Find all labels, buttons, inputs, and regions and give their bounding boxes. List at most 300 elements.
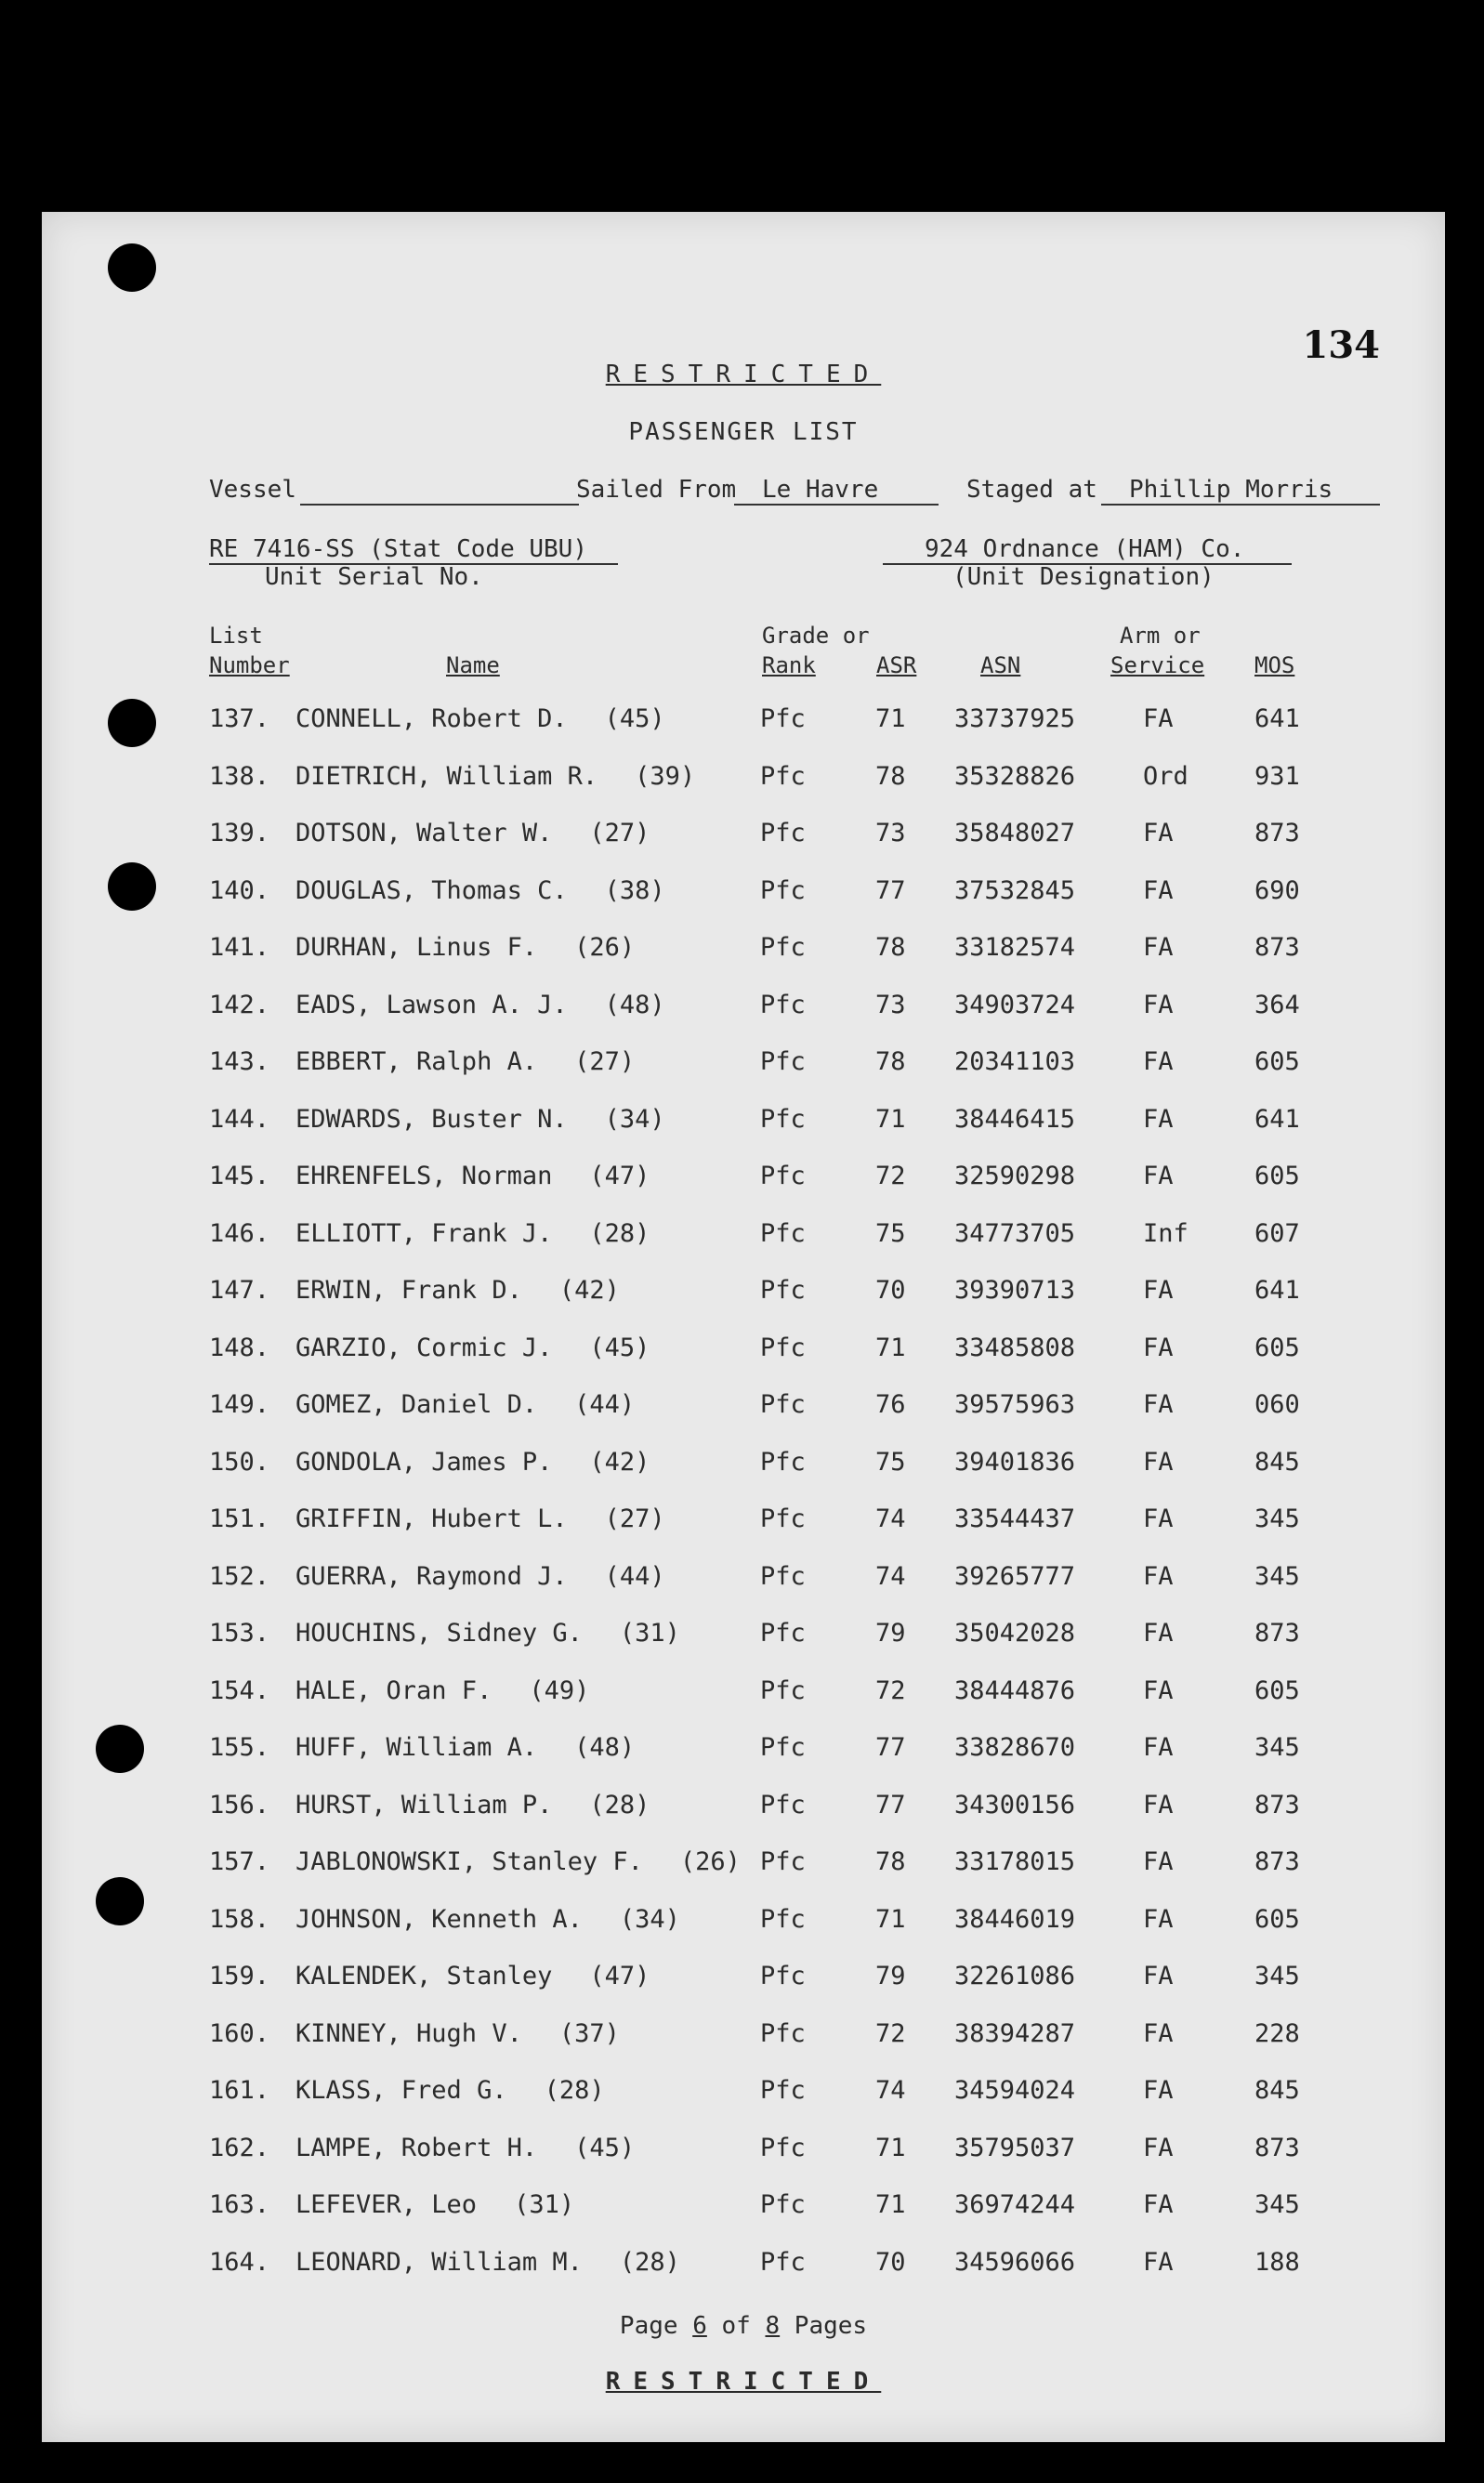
col-asn: ASN [980, 652, 1021, 678]
asn-cell: 39390713 [954, 1276, 1076, 1305]
mos-cell: 605 [1254, 1333, 1300, 1362]
asr-cell: 70 [875, 2247, 906, 2277]
restricted-footer: RESTRICTED [605, 2368, 882, 2396]
mos-cell: 188 [1254, 2247, 1300, 2277]
asn-cell: 33178015 [954, 1847, 1076, 1876]
name-cell [295, 1047, 635, 1076]
age-text: (27) [604, 1504, 665, 1533]
arm-cell: FA [1143, 1333, 1174, 1362]
table-row [42, 2134, 1445, 2190]
asn-cell: 32590298 [954, 1162, 1076, 1190]
table-row [42, 1333, 1445, 1390]
age-text: (38) [604, 875, 665, 905]
mos-cell: 873 [1254, 2133, 1300, 2162]
asn-cell: 33485808 [954, 1333, 1076, 1362]
asn-cell: 39401836 [954, 1447, 1076, 1477]
arm-cell: FA [1143, 1733, 1174, 1762]
age-text: (28) [619, 2247, 680, 2277]
name-cell [295, 933, 635, 962]
grade-cell: Pfc [760, 2076, 806, 2105]
asr-cell: 72 [875, 1675, 906, 1705]
arm-cell: FA [1143, 819, 1174, 847]
col-grade-line2: Rank [762, 652, 816, 678]
col-grade [762, 621, 870, 680]
table-row [42, 1162, 1445, 1218]
asr-cell: 74 [875, 2076, 906, 2105]
arm-cell: FA [1143, 1047, 1174, 1076]
grade-cell: Pfc [760, 1675, 806, 1705]
table-row [42, 991, 1445, 1047]
name-text: GARZIO, Cormic J. [295, 1333, 553, 1362]
name-text: HOUCHINS, Sidney G. [295, 1619, 583, 1648]
arm-cell: FA [1143, 2190, 1174, 2219]
name-text: GUERRA, Raymond J. [295, 1561, 568, 1591]
asn-cell: 33828670 [954, 1733, 1076, 1762]
grade-cell: Pfc [760, 875, 806, 905]
list-number-cell: 156. [209, 1790, 270, 1820]
mos-cell: 873 [1254, 1847, 1300, 1876]
name-cell [295, 1847, 741, 1876]
age-text: (45) [574, 2133, 636, 2162]
asr-cell: 77 [875, 875, 906, 905]
col-name: Name [446, 652, 500, 678]
table-row [42, 1047, 1445, 1104]
asn-cell: 38446019 [954, 1904, 1076, 1934]
mos-cell: 605 [1254, 1162, 1300, 1190]
mos-cell: 690 [1254, 875, 1300, 905]
asr-cell: 77 [875, 1790, 906, 1820]
arm-cell: FA [1143, 933, 1174, 962]
vessel-underline [300, 504, 579, 506]
name-text: CONNELL, Robert D. [295, 704, 568, 733]
name-cell [295, 1333, 650, 1362]
mos-cell: 345 [1254, 1504, 1300, 1533]
table-row [42, 1733, 1445, 1790]
name-cell [295, 876, 665, 905]
list-number-cell: 154. [209, 1675, 270, 1705]
asn-cell: 38446415 [954, 1104, 1076, 1134]
name-cell [295, 1276, 620, 1305]
col-mos: MOS [1254, 652, 1295, 678]
asn-cell: 36974244 [954, 2190, 1076, 2219]
name-cell [295, 1219, 650, 1248]
name-text: HALE, Oran F. [295, 1675, 492, 1705]
page-count-current: 6 [692, 2312, 707, 2340]
table-row [42, 1619, 1445, 1675]
punch-hole [108, 699, 156, 747]
mos-cell: 345 [1254, 1733, 1300, 1762]
age-text: (47) [589, 1162, 650, 1190]
name-cell [295, 1504, 665, 1533]
asr-cell: 75 [875, 1218, 906, 1248]
name-text: ERWIN, Frank D. [295, 1276, 522, 1305]
age-text: (31) [514, 2190, 575, 2219]
asn-cell: 34596066 [954, 2247, 1076, 2277]
mos-cell: 605 [1254, 1047, 1300, 1076]
asr-cell: 74 [875, 1561, 906, 1591]
mos-cell: 641 [1254, 1276, 1300, 1305]
mos-cell: 845 [1254, 2076, 1300, 2105]
table-row [42, 1105, 1445, 1162]
grade-cell: Pfc [760, 761, 806, 791]
age-text: (34) [604, 1104, 665, 1134]
arm-cell: FA [1143, 1390, 1174, 1419]
age-text: (39) [635, 761, 696, 791]
age-text: (31) [619, 1619, 680, 1648]
arm-cell: FA [1143, 1504, 1174, 1533]
sailed-from-value: Le Havre [762, 476, 879, 504]
age-text: (28) [589, 1218, 650, 1248]
arm-cell: FA [1143, 1561, 1174, 1591]
table-row [42, 2190, 1445, 2247]
unit-serial-label: Unit Serial No. [265, 563, 483, 591]
grade-cell: Pfc [760, 1276, 806, 1305]
arm-cell: FA [1143, 1675, 1174, 1705]
list-number-cell: 144. [209, 1104, 270, 1134]
table-row [42, 1791, 1445, 1847]
age-text: (34) [619, 1904, 680, 1934]
name-text: GONDOLA, James P. [295, 1447, 553, 1477]
grade-cell: Pfc [760, 1104, 806, 1134]
grade-cell: Pfc [760, 1333, 806, 1362]
name-text: KINNEY, Hugh V. [295, 2018, 522, 2048]
asr-cell: 71 [875, 1904, 906, 1934]
asn-cell: 34903724 [954, 990, 1076, 1019]
name-text: DOUGLAS, Thomas C. [295, 875, 568, 905]
col-asr: ASR [876, 652, 917, 678]
vessel-label: Vessel [209, 476, 296, 504]
asr-cell: 79 [875, 1962, 906, 1990]
asn-cell: 35328826 [954, 761, 1076, 791]
arm-cell: FA [1143, 2247, 1174, 2277]
punch-hole [96, 1877, 144, 1925]
age-text: (45) [589, 1333, 650, 1362]
mos-cell: 605 [1254, 1904, 1300, 1934]
grade-cell: Pfc [760, 2018, 806, 2048]
list-number-cell: 155. [209, 1733, 270, 1762]
mos-cell: 345 [1254, 1561, 1300, 1591]
staged-at-underline [1101, 504, 1380, 506]
arm-cell: FA [1143, 2133, 1174, 2162]
list-number-cell: 137. [209, 704, 270, 733]
asr-cell: 73 [875, 819, 906, 847]
asr-cell: 71 [875, 2190, 906, 2219]
mos-cell: 873 [1254, 1790, 1300, 1820]
arm-cell: FA [1143, 1162, 1174, 1190]
punch-hole [108, 243, 156, 292]
name-text: KLASS, Fred G. [295, 2076, 507, 2105]
arm-cell: Inf [1143, 1218, 1189, 1248]
name-text: HUFF, William A. [295, 1733, 538, 1762]
asr-cell: 71 [875, 704, 906, 733]
name-cell [295, 2248, 680, 2277]
arm-cell: FA [1143, 2018, 1174, 2048]
mos-cell: 873 [1254, 819, 1300, 847]
name-cell [295, 1905, 680, 1934]
asr-cell: 77 [875, 1733, 906, 1762]
col-list-number-line1: List [209, 623, 263, 649]
asr-cell: 78 [875, 1047, 906, 1076]
list-number-cell: 142. [209, 990, 270, 1019]
mos-cell: 845 [1254, 1447, 1300, 1477]
col-list-number [209, 621, 290, 680]
page-number: 134 [1302, 323, 1380, 367]
list-number-cell: 141. [209, 933, 270, 962]
list-number-cell: 146. [209, 1218, 270, 1248]
name-text: EHRENFELS, Norman [295, 1162, 553, 1190]
asr-cell: 70 [875, 1276, 906, 1305]
table-row [42, 1676, 1445, 1733]
age-text: (26) [679, 1847, 741, 1876]
age-text: (48) [604, 990, 665, 1019]
table-row [42, 2019, 1445, 2076]
asn-cell: 38394287 [954, 2018, 1076, 2048]
mos-cell: 345 [1254, 1962, 1300, 1990]
asr-cell: 74 [875, 1504, 906, 1533]
grade-cell: Pfc [760, 819, 806, 847]
col-arm-line2: Service [1110, 652, 1205, 678]
grade-cell: Pfc [760, 2190, 806, 2219]
name-text: GOMEZ, Daniel D. [295, 1390, 538, 1419]
arm-cell: FA [1143, 875, 1174, 905]
age-text: (28) [544, 2076, 605, 2105]
arm-cell: FA [1143, 990, 1174, 1019]
age-text: (37) [558, 2018, 620, 2048]
list-number-cell: 139. [209, 819, 270, 847]
asr-cell: 72 [875, 1162, 906, 1190]
asr-cell: 71 [875, 2133, 906, 2162]
unit-serial-value: RE 7416-SS (Stat Code UBU) [209, 535, 587, 563]
age-text: (27) [589, 819, 650, 847]
col-arm-line1: Arm or [1120, 623, 1201, 649]
table-row [42, 1276, 1445, 1333]
arm-cell: FA [1143, 1619, 1174, 1648]
page-count-suffix: Pages [794, 2312, 868, 2340]
list-number-cell: 151. [209, 1504, 270, 1533]
name-text: DIETRICH, William R. [295, 761, 598, 791]
list-number-cell: 147. [209, 1276, 270, 1305]
sailed-from-underline [734, 504, 939, 506]
grade-cell: Pfc [760, 1504, 806, 1533]
mos-cell: 605 [1254, 1675, 1300, 1705]
list-number-cell: 163. [209, 2190, 270, 2219]
age-text: (42) [589, 1447, 650, 1477]
name-text: EDWARDS, Buster N. [295, 1104, 568, 1134]
asr-cell: 78 [875, 761, 906, 791]
name-cell [295, 1390, 635, 1419]
list-number-cell: 159. [209, 1962, 270, 1990]
table-row [42, 762, 1445, 819]
name-text: JOHNSON, Kenneth A. [295, 1904, 583, 1934]
asn-cell: 35042028 [954, 1619, 1076, 1648]
mos-cell: 641 [1254, 1104, 1300, 1134]
mos-cell: 607 [1254, 1218, 1300, 1248]
grade-cell: Pfc [760, 2133, 806, 2162]
grade-cell: Pfc [760, 1561, 806, 1591]
age-text: (49) [529, 1675, 590, 1705]
asr-cell: 73 [875, 990, 906, 1019]
name-cell [295, 2019, 620, 2048]
restricted-header: RESTRICTED [605, 361, 882, 388]
arm-cell: FA [1143, 1847, 1174, 1876]
age-text: (27) [574, 1047, 636, 1076]
name-cell [295, 2076, 605, 2105]
list-number-cell: 149. [209, 1390, 270, 1419]
grade-cell: Pfc [760, 704, 806, 733]
asn-cell: 39575963 [954, 1390, 1076, 1419]
name-cell [295, 991, 665, 1019]
asn-cell: 37532845 [954, 875, 1076, 905]
name-cell [295, 1619, 680, 1648]
asr-cell: 78 [875, 1847, 906, 1876]
table-row [42, 1962, 1445, 2018]
name-text: EADS, Lawson A. J. [295, 990, 568, 1019]
table-row [42, 1219, 1445, 1276]
name-text: LEONARD, William M. [295, 2247, 583, 2277]
list-number-cell: 152. [209, 1561, 270, 1591]
sailed-from-label: Sailed From [576, 476, 737, 504]
mos-cell: 228 [1254, 2018, 1300, 2048]
list-number-cell: 150. [209, 1447, 270, 1477]
name-cell [295, 1676, 589, 1705]
name-cell [295, 1448, 650, 1477]
asr-cell: 79 [875, 1619, 906, 1648]
list-number-cell: 143. [209, 1047, 270, 1076]
document-page [42, 212, 1445, 2442]
name-text: JABLONOWSKI, Stanley F. [295, 1847, 643, 1876]
table-row [42, 2248, 1445, 2305]
name-text: KALENDEK, Stanley [295, 1962, 553, 1990]
table-row [42, 1390, 1445, 1447]
list-number-cell: 164. [209, 2247, 270, 2277]
col-arm [1110, 621, 1204, 680]
col-grade-line1: Grade or [762, 623, 870, 649]
asn-cell: 39265777 [954, 1561, 1076, 1591]
grade-cell: Pfc [760, 1904, 806, 1934]
mos-cell: 641 [1254, 704, 1300, 733]
name-cell [295, 1733, 635, 1762]
asn-cell: 35795037 [954, 2133, 1076, 2162]
asr-cell: 72 [875, 2018, 906, 2048]
grade-cell: Pfc [760, 1790, 806, 1820]
asn-cell: 34300156 [954, 1790, 1076, 1820]
grade-cell: Pfc [760, 1619, 806, 1648]
age-text: (26) [574, 933, 636, 962]
grade-cell: Pfc [760, 1218, 806, 1248]
table-row [42, 1905, 1445, 1962]
mos-cell: 364 [1254, 990, 1300, 1019]
grade-cell: Pfc [760, 1847, 806, 1876]
name-cell [295, 1162, 650, 1190]
page-count [42, 2312, 1445, 2340]
unit-designation-value: 924 Ordnance (HAM) Co. [925, 535, 1245, 563]
asn-cell: 38444876 [954, 1675, 1076, 1705]
asr-cell: 71 [875, 1104, 906, 1134]
staged-at-label: Staged at [966, 476, 1097, 504]
table-row [42, 2076, 1445, 2133]
table-row [42, 1448, 1445, 1504]
asn-cell: 33182574 [954, 933, 1076, 962]
arm-cell: FA [1143, 1962, 1174, 1990]
mos-cell: 873 [1254, 1619, 1300, 1648]
arm-cell: FA [1143, 1104, 1174, 1134]
list-number-cell: 158. [209, 1904, 270, 1934]
unit-designation-label: (Unit Designation) [952, 563, 1215, 591]
asr-cell: 76 [875, 1390, 906, 1419]
grade-cell: Pfc [760, 990, 806, 1019]
name-text: DURHAN, Linus F. [295, 933, 538, 962]
list-number-cell: 160. [209, 2018, 270, 2048]
staged-at-value: Phillip Morris [1129, 476, 1333, 504]
name-cell [295, 2190, 574, 2219]
name-cell [295, 1105, 665, 1134]
page-count-total: 8 [765, 2312, 781, 2340]
mos-cell: 345 [1254, 2190, 1300, 2219]
grade-cell: Pfc [760, 1733, 806, 1762]
punch-hole [96, 1725, 144, 1773]
list-number-cell: 145. [209, 1162, 270, 1190]
asr-cell: 75 [875, 1447, 906, 1477]
age-text: (28) [589, 1790, 650, 1820]
col-list-number-line2: Number [209, 652, 290, 678]
name-cell [295, 1962, 650, 1990]
name-cell [295, 1791, 650, 1820]
name-text: EBBERT, Ralph A. [295, 1047, 538, 1076]
asn-cell: 33737925 [954, 704, 1076, 733]
name-cell [295, 2134, 635, 2162]
list-number-cell: 157. [209, 1847, 270, 1876]
name-cell [295, 819, 650, 847]
grade-cell: Pfc [760, 933, 806, 962]
name-text: LAMPE, Robert H. [295, 2133, 538, 2162]
table-row [42, 704, 1445, 761]
arm-cell: FA [1143, 1447, 1174, 1477]
grade-cell: Pfc [760, 1162, 806, 1190]
asn-cell: 20341103 [954, 1047, 1076, 1076]
age-text: (47) [589, 1962, 650, 1990]
name-cell [295, 1562, 665, 1591]
grade-cell: Pfc [760, 1447, 806, 1477]
age-text: (44) [574, 1390, 636, 1419]
name-cell [295, 704, 665, 733]
name-cell [295, 762, 695, 791]
table-row [42, 933, 1445, 990]
list-number-cell: 161. [209, 2076, 270, 2105]
age-text: (48) [574, 1733, 636, 1762]
mos-cell: 931 [1254, 761, 1300, 791]
asr-cell: 71 [875, 1333, 906, 1362]
name-text: LEFEVER, Leo [295, 2190, 478, 2219]
arm-cell: FA [1143, 1790, 1174, 1820]
arm-cell: FA [1143, 2076, 1174, 2105]
age-text: (45) [604, 704, 665, 733]
grade-cell: Pfc [760, 2247, 806, 2277]
table-row [42, 819, 1445, 875]
arm-cell: Ord [1143, 761, 1189, 791]
asn-cell: 33544437 [954, 1504, 1076, 1533]
page-count-prefix: Page [619, 2312, 678, 2340]
age-text: (42) [558, 1276, 620, 1305]
grade-cell: Pfc [760, 1390, 806, 1419]
name-text: GRIFFIN, Hubert L. [295, 1504, 568, 1533]
document-title: PASSENGER LIST [628, 418, 859, 446]
list-number-cell: 148. [209, 1333, 270, 1362]
table-row [42, 1847, 1445, 1904]
mos-cell: 873 [1254, 933, 1300, 962]
mos-cell: 060 [1254, 1390, 1300, 1419]
asn-cell: 34773705 [954, 1218, 1076, 1248]
arm-cell: FA [1143, 1276, 1174, 1305]
